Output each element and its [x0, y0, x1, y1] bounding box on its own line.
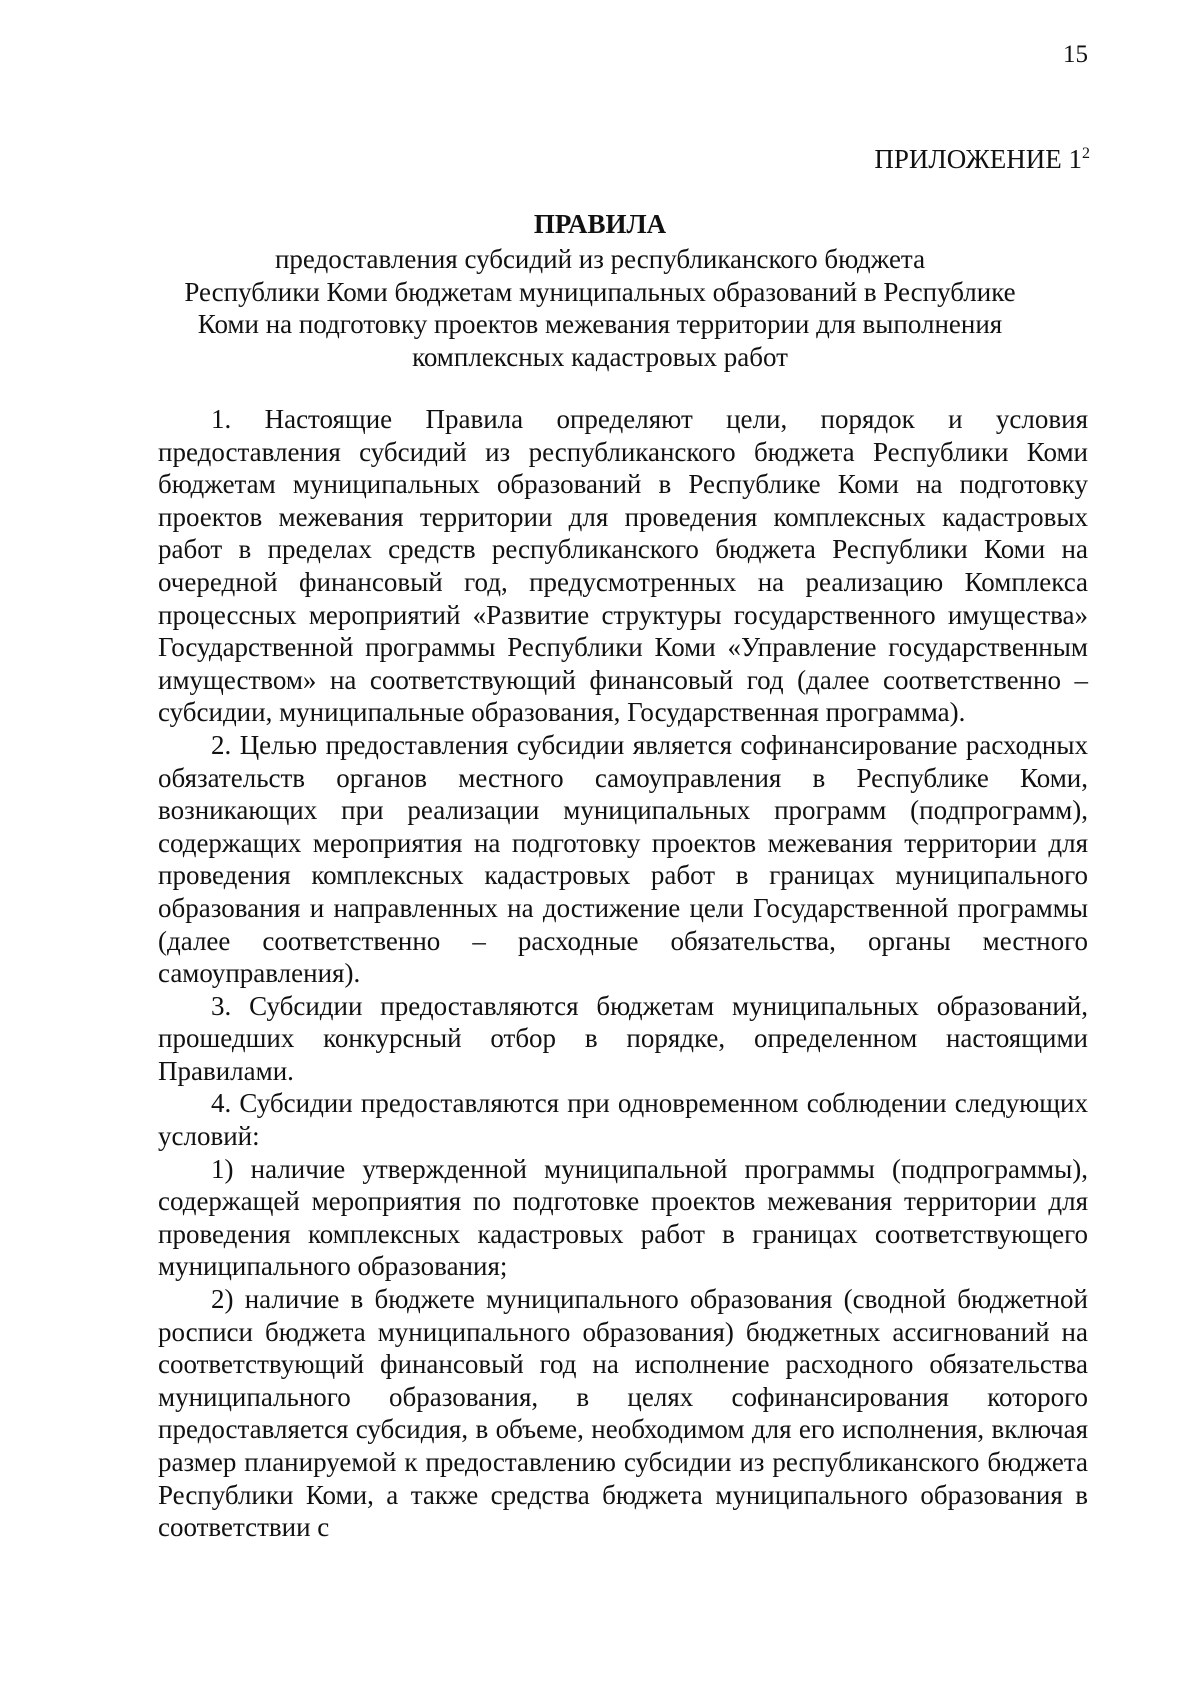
- paragraph-4-item-2: 2) наличие в бюджете муниципального образования (сводной бюджетной росписи бюджета муниципального образования) бюджетных ассигнований на соответствующий финансовый год на исполнение расходного обязательства муниципального образования, в целях софинансирования которого предоставляется субсидия, в объеме, необходимом для его исполнения, включая размер планируемой к предоставлению субсидии из республиканского бюджета Республики Коми, а также средства бюджета муниципального образования в соответствии с: [158, 1284, 1088, 1543]
- appendix-superscript: 2: [1082, 145, 1090, 162]
- paragraph-1: 1. Настоящие Правила определяют цели, порядок и условия предоставления субсидий из республиканского бюджета Республики Коми бюджетам муниципальных образований в Республике Коми на подготовку проектов межевания территории для проведения комплексных кадастровых работ в пределах средств республиканского бюджета Республики Коми на очередной финансовый год, предусмотренных на реализацию Комплекса процессных мероприятий «Развитие структуры государственного имущества» Государственной программы Республики Коми «Управление государственным имуществом» на соответствующий финансовый год (далее соответственно – субсидии, муниципальные образования, Государственная программа).: [158, 404, 1088, 728]
- subtitle-line: Республики Коми бюджетам муниципальных образований в Республике: [184, 276, 1016, 307]
- document-title: ПРАВИЛА: [533, 209, 667, 239]
- paragraph-4: 4. Субсидии предоставляются при одновременном соблюдении следующих условий:: [158, 1088, 1088, 1152]
- paragraph-4-item-1: 1) наличие утвержденной муниципальной программы (подпрограммы), содержащей мероприятия по подготовке проектов межевания территории для проведения комплексных кадастровых работ в границах соответствующего муниципального образования;: [158, 1153, 1088, 1282]
- paragraph-2: 2. Целью предоставления субсидии является софинансирование расходных обязательств органов местного самоуправления в Республике Коми, возникающих при реализации муниципальных программ (подпрограмм), содержащих мероприятия на подготовку проектов межевания территории для проведения комплексных кадастровых работ в границах муниципального образования и направленных на достижение цели Государственной программы (далее соответственно – расходные обязательства, органы местного самоуправления).: [158, 729, 1088, 989]
- subtitle-line: комплексных кадастровых работ: [412, 341, 788, 372]
- appendix-label: [874, 143, 1090, 175]
- subtitle-line: предоставления субсидий из республиканского бюджета: [274, 244, 926, 274]
- document-subtitle: [160, 243, 1040, 373]
- appendix-label-text: ПРИЛОЖЕНИЕ 1: [874, 144, 1082, 174]
- document-body: [158, 403, 1088, 1544]
- page-number: 15: [1063, 41, 1088, 68]
- paragraph-3: 3. Субсидии предоставляются бюджетам муниципальных образований, прошедших конкурсный отбор в порядке, определенном настоящими Правилами.: [158, 990, 1088, 1086]
- subtitle-line: Коми на подготовку проектов межевания территории для выполнения: [197, 309, 1003, 339]
